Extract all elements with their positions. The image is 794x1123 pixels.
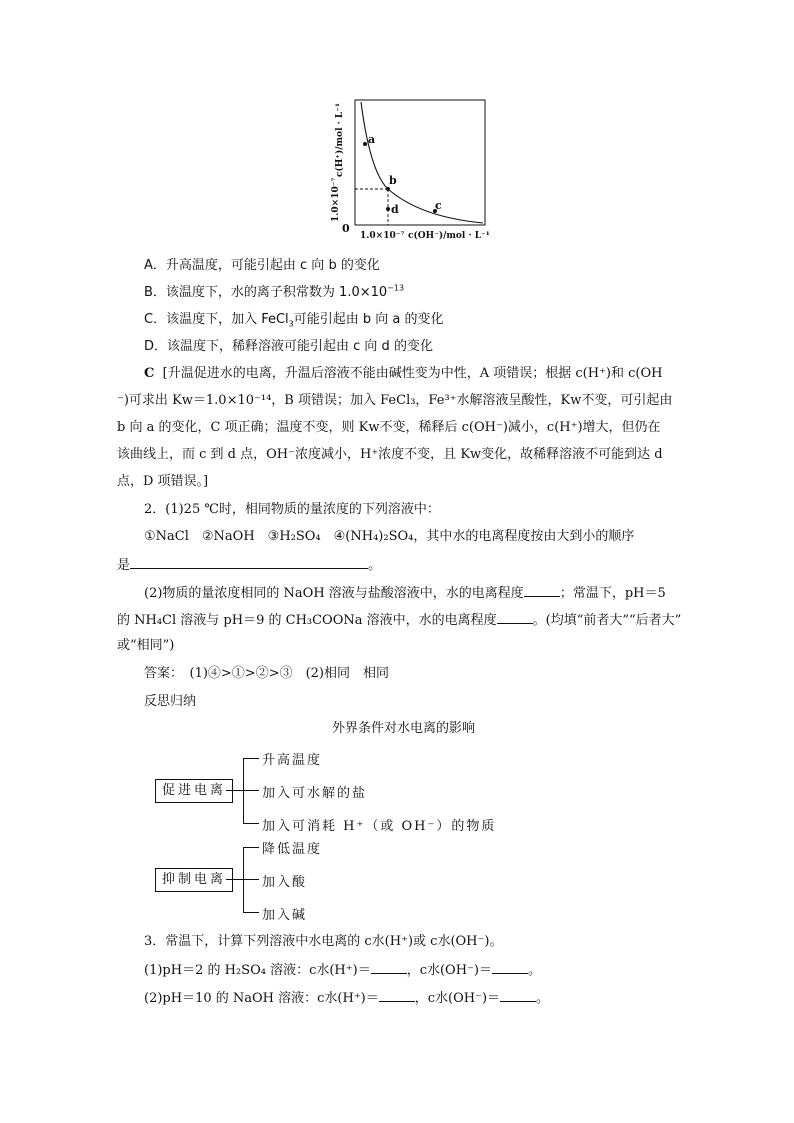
answer-blank-naoh-oh[interactable] — [500, 988, 536, 1002]
option-b-text: B．该温度下，水的离子积常数为 1.0×10 — [144, 285, 388, 300]
q2-line-6: 或“相同”) — [117, 638, 175, 653]
q2-line-5-text: 的 NH₄Cl 溶液与 pH＝9 的 CH₃COONa 溶液中，水的电离程度 — [117, 613, 497, 628]
promote-connector — [226, 790, 243, 791]
q2-line-1: 2．(1)25 ℃时，相同物质的量浓度的下列溶液中： — [144, 502, 440, 517]
q2-line-3-end: 。 — [368, 558, 382, 573]
option-b-exponent: −13 — [387, 283, 405, 293]
promote-item-1: 升高温度 — [262, 753, 323, 768]
y-tick-label: 1.0×10⁻⁷ — [331, 177, 341, 222]
promote-item-2: 加入可水解的盐 — [262, 786, 368, 801]
reflect-heading: 反思归纳 — [144, 694, 197, 709]
inhibit-item-2: 加入酸 — [262, 875, 308, 890]
reflect-title: 外界条件对水电离的影响 — [332, 721, 476, 736]
answer-blank-naoh-h[interactable] — [379, 988, 415, 1002]
answer-blank-order[interactable] — [130, 555, 368, 569]
inhibit-item-1: 降低温度 — [262, 842, 323, 857]
promote-tick-2 — [243, 790, 259, 791]
y-axis-label: c(H⁺)/mol · L⁻¹ — [335, 103, 345, 177]
explanation-line-3: b 向 a 的变化，C 项正确；温度不变，则 Kw不变，稀释后 c(OH⁻)减小，c(H⁺)增大，但仍在 — [117, 420, 661, 435]
option-c — [144, 311, 444, 329]
explanation-line-2: ⁻)可求出 Kw＝1.0×10⁻¹⁴，B 项错误；加入 FeCl₃，Fe³⁺水解溶液呈酸性，Kw不变，可引起由 — [117, 393, 673, 408]
x-tick-label: 1.0×10⁻⁷ — [360, 231, 405, 241]
inhibit-tick-2 — [243, 879, 259, 880]
option-a: A．升高温度，可能引起由 c 向 b 的变化 — [144, 258, 380, 273]
point-a-label: a — [368, 133, 376, 146]
option-c-text-end: 可能引起由 b 向 a 的变化 — [293, 312, 444, 327]
point-b-dot — [386, 187, 390, 191]
promote-item-3: 加入可消耗 H⁺（或 OH⁻）的物质 — [262, 819, 497, 834]
origin-label: 0 — [342, 222, 350, 235]
q2-line-3 — [117, 555, 381, 575]
explanation-line-5: 点，D 项错误。] — [117, 474, 209, 489]
q3-line-1: 3．常温下，计算下列溶液中水电离的 c水(H⁺)或 c水(OH⁻)。 — [144, 934, 503, 949]
q3-line-2-mid: ，c水(OH⁻)＝ — [406, 963, 492, 978]
inhibit-item-3: 加入碱 — [262, 908, 308, 923]
option-c-subscript: 3 — [288, 319, 294, 329]
answer-blank-nh4cl[interactable] — [497, 610, 533, 624]
point-d-label: d — [391, 203, 399, 216]
isotherm-curve — [361, 102, 483, 223]
point-c-label: c — [435, 199, 442, 212]
answer-blank-h2so4-h[interactable] — [371, 960, 407, 974]
graph-svg — [330, 92, 500, 252]
point-b-label: b — [389, 174, 397, 187]
q2-line-4-end: ；常温下，pH＝5 — [559, 586, 666, 601]
explanation-line-4: 该曲线上，而 c 到 d 点，OH⁻浓度减小，H⁺浓度不变，且 Kw变化，故稀释溶液不可能到达 d — [117, 447, 663, 462]
q3-line-2-end: 。 — [527, 963, 541, 978]
option-c-text: C．该温度下，加入 FeCl — [144, 312, 289, 327]
point-d-dot — [386, 207, 390, 211]
q3-line-2 — [144, 960, 541, 980]
q3-line-3 — [144, 988, 549, 1008]
x-axis-label: c(OH⁻)/mol · L⁻¹ — [408, 231, 490, 241]
q2-line-4-text: (2)物质的量浓度相同的 NaOH 溶液与盐酸溶液中，水的电离程度 — [144, 586, 524, 601]
option-b — [144, 284, 404, 302]
q2-line-5 — [117, 610, 681, 630]
q3-line-3-mid: ，c水(OH⁻)＝ — [414, 991, 501, 1006]
inhibit-connector — [226, 879, 243, 880]
promote-box: 促进电离 — [155, 779, 233, 803]
q3-line-2-text: (1)pH＝2 的 H₂SO₄ 溶液：c水(H⁺)＝ — [144, 963, 371, 978]
q2-line-3-text: 是 — [117, 558, 131, 573]
answer-blank-naoh-hcl[interactable] — [524, 583, 560, 597]
q2-answer: 答案： (1)④>①>②>③ (2)相同 相同 — [144, 666, 390, 681]
promote-tick-3 — [243, 823, 259, 824]
q2-line-5-end: 。(均填“前者大”“后者大” — [532, 613, 682, 628]
q2-line-4 — [144, 583, 666, 603]
q3-line-3-end: 。 — [536, 991, 550, 1006]
graph-frame — [355, 100, 485, 225]
answer-blank-h2so4-oh[interactable] — [492, 960, 528, 974]
point-a-dot — [363, 142, 367, 146]
q2-line-2: ①NaCl ②NaOH ③H₂SO₄ ④(NH₄)₂SO₄，其中水的电离程度按由大到小的顺序 — [144, 529, 635, 544]
option-d: D．该温度下，稀释溶液可能引起由 c 向 d 的变化 — [144, 339, 433, 354]
promote-tick-1 — [243, 758, 259, 759]
answer-letter: C — [144, 366, 155, 381]
inhibit-tick-3 — [243, 912, 259, 913]
explanation-text-1: [升温促进水的电离，升温后溶液不能由碱性变为中性，A 项错误；根据 c(H⁺)和 c(OH — [162, 366, 663, 381]
water-ion-product-graph — [330, 92, 500, 252]
inhibit-box: 抑制电离 — [155, 868, 233, 892]
q3-line-3-text: (2)pH＝10 的 NaOH 溶液：c水(H⁺)＝ — [144, 991, 379, 1006]
explanation-line-1 — [144, 365, 662, 383]
inhibit-tick-1 — [243, 847, 259, 848]
